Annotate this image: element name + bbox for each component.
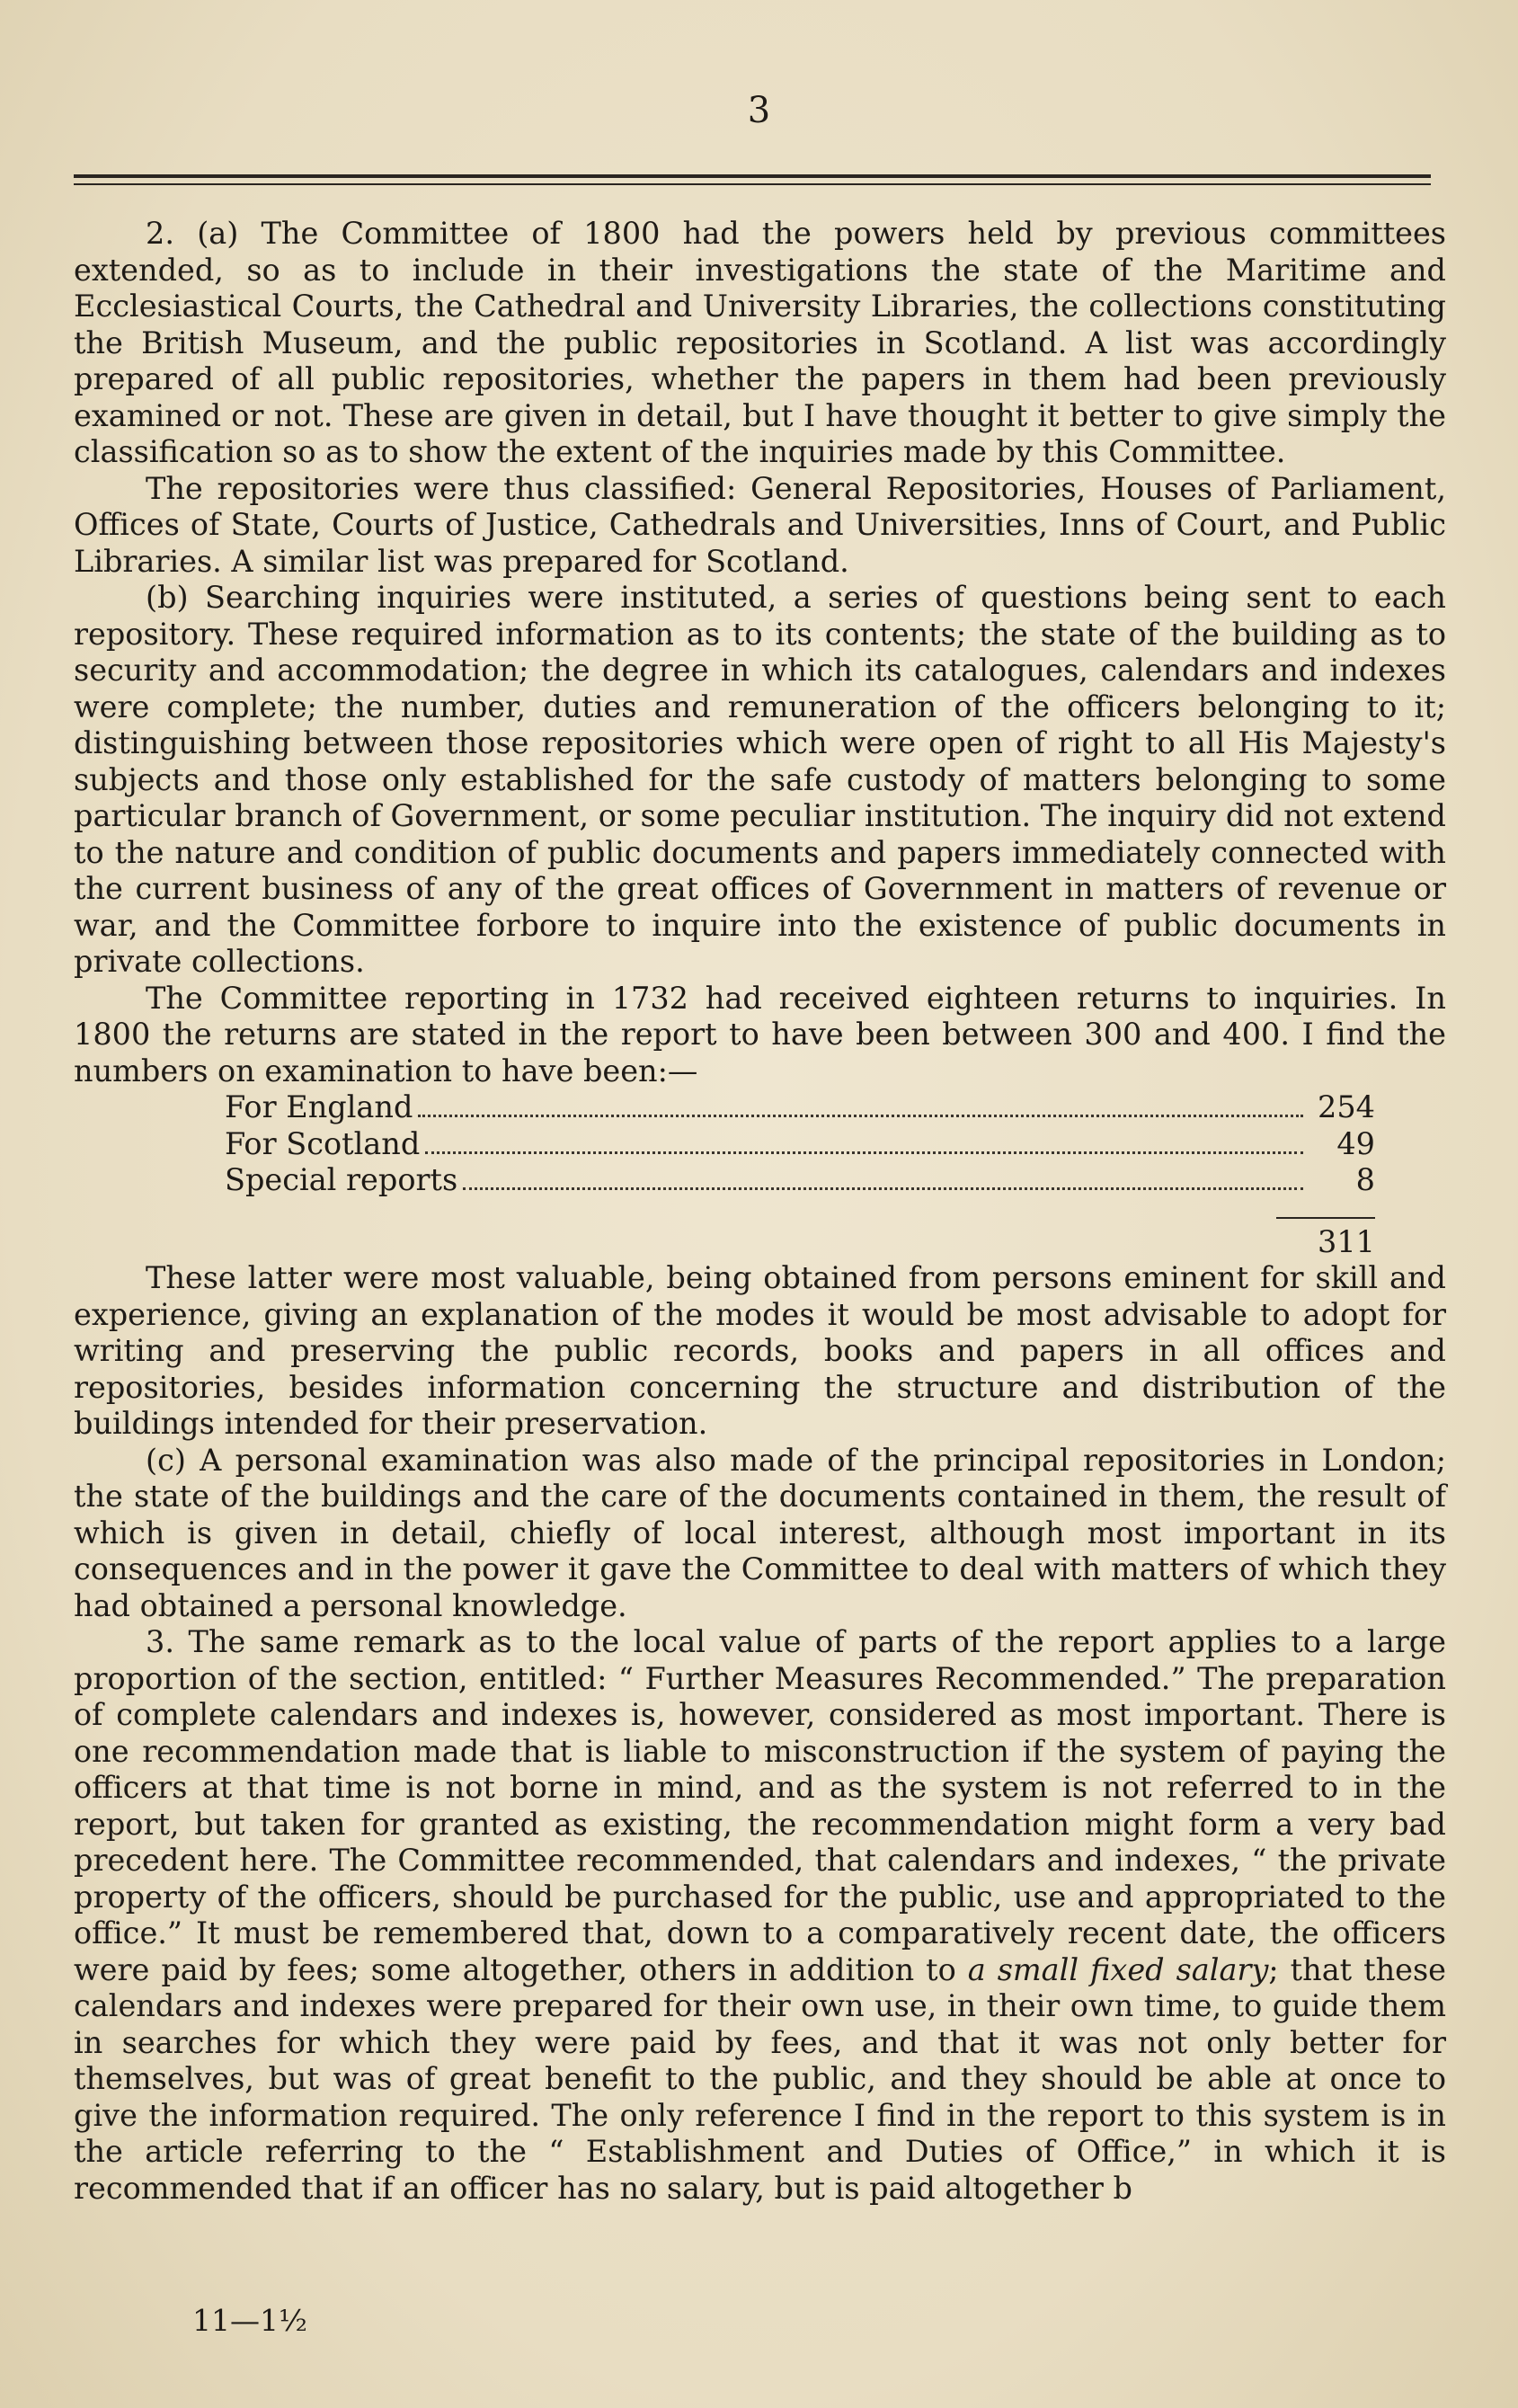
signature-mark: 11—1½ (192, 2303, 307, 2338)
returns-total-row (225, 1217, 1375, 1261)
returns-row-england (225, 1089, 1375, 1126)
returns-value: 8 (1355, 1162, 1375, 1197)
paragraph-special-reports: These latter were most valuable, being obtained from persons eminent for skill and experience, giving an explanation of the modes it would be most advisable to adopt for writing and preserving the public records, books and papers in all offices and repositories, besides information concerning the structure and distribution of the buildings intended for their preservation. (74, 1260, 1446, 1441)
paragraph-2a: 2. (a) The Committee of 1800 had the powers held by previous committees extended, so as to include in their investigations the state of the Maritime and Ecclesiastical Courts, the Cathedral and University Libraries, the collections constituting the British Museum, and the public repositories in Scotland. A list was accordingly prepared of all public repositories, whether the papers in them had been previously examined or not. These are given in detail, but I have thought it better to give simply the classification so as to show the extent of the inquiries made by this Committee. (74, 216, 1446, 469)
returns-total: 311 (1276, 1217, 1375, 1261)
paragraph-3-end: ; that these calendars and indexes were prepared for their own use, in their own time, to guide them in searches for which they were paid by fees, and that it was not only better for themselves, but was of great benefit to the public, and they should be able at once to give the information required. The only reference I find in the report to this system is in the article referring to the “ Establishment and Duties of Office,” in which it is recommended that if an officer has no salary, but is paid altogether b (74, 1951, 1446, 2206)
returns-label: Special reports (225, 1162, 458, 1197)
paragraph-3-start: 3. The same remark as to the local value of parts of the report applies to a large proportion of the section, entitled: “ Further Measures Recommended.” The preparation of complete calendars and indexes is, however, considered as most important. There is one recommendation made that is liable to misconstruction if the system of paying the officers at that time is not borne in mind, and as the system is not referred to in the report, but taken for granted as existing, the recommendation might form a very bad precedent here. The Committee recommended, that calendars and indexes, “ the private property of the officers, should be purchased for the public, use and appropriated to the office.” It must be remembered that, down to a comparatively recent date, the officers were paid by fees; some altogether, others in addition to (74, 1624, 1446, 1987)
paragraph-classification: The repositories were thus classified: General Repositories, Houses of Parliament, Offices of State, Courts of Justice, Cathedrals and Universities, Inns of Court, and Public Libraries. A similar list was prepared for Scotland. (74, 470, 1446, 579)
returns-value: 254 (1318, 1089, 1375, 1124)
header-rule-thick (74, 174, 1431, 178)
returns-label: For Scotland (225, 1125, 421, 1161)
header-rule-thin (74, 183, 1431, 185)
paragraph-2c: (c) A personal examination was also made of the principal repositories in London; the state of the buildings and the care of the documents contained in them, the result of which is given in detail, chiefly of local interest, although most important in its consequences and in the power it gave the Committee to deal with matters of which they had obtained a personal knowledge. (74, 1442, 1446, 1623)
dot-leader (425, 1151, 1303, 1154)
paragraph-3-italic: a small fixed salary (967, 1951, 1269, 1987)
paragraph-2b: (b) Searching inquiries were instituted, a series of questions being sent to each repository. These required information as to its contents; the state of the building as to security and accommodation; the degree in which its catalogues, calendars and indexes were complete; the number, duties and remuneration of the officers belonging to it; distinguishing between those repositories which were open of right to all His Majesty's subjects and those only established for the safe custody of matters belonging to some particular branch of Government, or some peculiar institution. The inquiry did not extend to the nature and condition of public documents and papers immediately connected with the current business of any of the great offices of Government in matters of revenue or war, and the Committee forbore to inquire into the existence of public documents in private collections. (74, 580, 1446, 979)
paragraph-3 (74, 1624, 1446, 2207)
dot-leader (418, 1115, 1303, 1117)
returns-row-special (225, 1162, 1375, 1199)
paragraph-returns: The Committee reporting in 1732 had received eighteen returns to inquiries. In 1800 the returns are stated in the report to have been between 300 and 400. I find the numbers on examination to have been:— (74, 980, 1446, 1088)
returns-value: 49 (1336, 1125, 1375, 1161)
page-number: 3 (747, 90, 771, 131)
dot-leader (463, 1187, 1303, 1190)
returns-row-scotland (225, 1126, 1375, 1163)
body-text (74, 216, 1446, 2207)
returns-label: For England (225, 1089, 413, 1124)
returns-table (225, 1089, 1375, 1260)
